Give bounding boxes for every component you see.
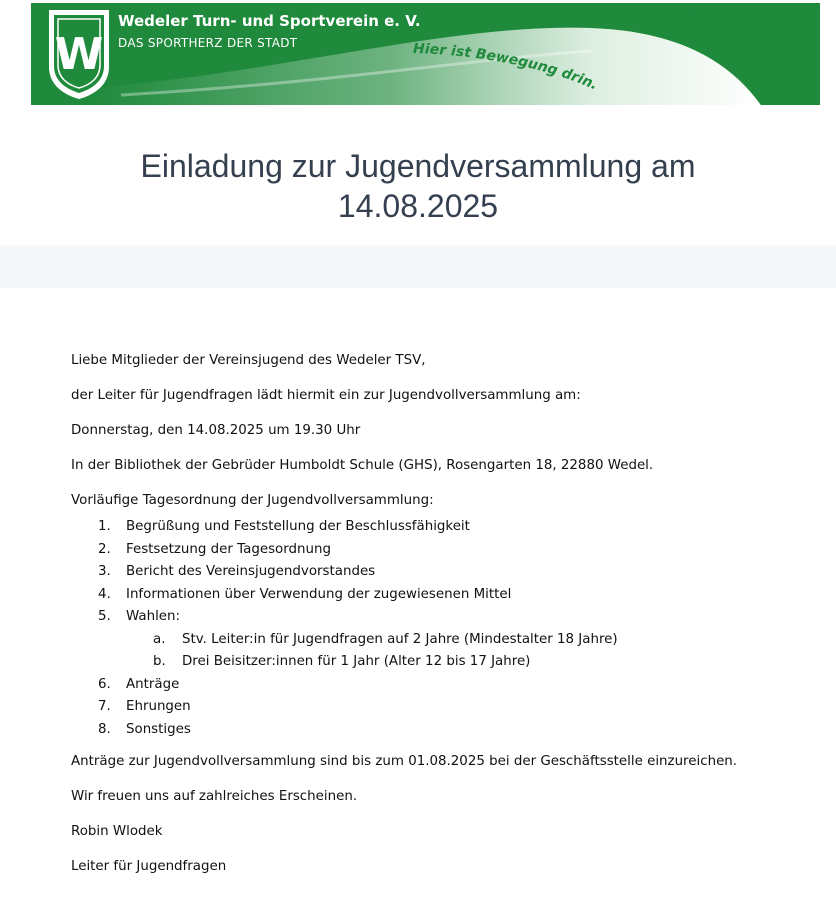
agenda-item [71, 539, 811, 562]
agenda-item [71, 561, 811, 584]
greeting: Liebe Mitglieder der Vereinsjugend des Wedeler TSV, [71, 353, 426, 368]
agenda-intro: Vorläufige Tagesordnung der Jugendvollversammlung: [71, 493, 434, 508]
signature-name: Robin Wlodek [71, 824, 163, 839]
meeting-date: Donnerstag, den 14.08.2025 um 19.30 Uhr [71, 423, 361, 438]
election-letter: b. [153, 654, 166, 669]
agenda-text: Ehrungen [126, 699, 191, 714]
election-letter: a. [153, 631, 166, 647]
agenda-text: Sonstiges [126, 721, 191, 737]
divider-band [0, 245, 836, 288]
signature-role: Leiter für Jugendfragen [71, 859, 227, 874]
agenda-text: Anträge [126, 676, 180, 692]
title-line-2: 14.08.2025 [337, 188, 499, 224]
agenda-num: 6. [98, 676, 111, 692]
slogan-text [413, 41, 600, 94]
agenda-text: Wahlen: [126, 609, 181, 624]
agenda-num: 7. [98, 699, 111, 714]
agenda-item [71, 606, 811, 629]
election-item [71, 651, 811, 674]
agenda-item [71, 516, 811, 539]
election-item [71, 629, 811, 652]
agenda-text: Informationen über Verwendung der zugewiesenen Mittel [126, 586, 512, 602]
crest-letter: W [54, 29, 104, 80]
agenda-text: Begrüßung und Feststellung der Beschlussfähigkeit [126, 519, 470, 534]
election-text: Drei Beisitzer:innen für 1 Jahr (Alter 12 bis 17 Jahre) [182, 654, 531, 669]
club-name: Wedeler Turn- und Sportverein e. V. [118, 12, 421, 30]
agenda-item [71, 584, 811, 607]
club-subtitle: DAS SPORTHERZ DER STADT [118, 36, 298, 50]
invitation-body [71, 352, 811, 893]
elections-sublist [71, 629, 811, 674]
club-banner [31, 3, 820, 105]
agenda-num: 2. [98, 541, 111, 557]
invite-text: der Leiter für Jugendfragen lädt hiermit ein zur Jugendvollversammlung am: [71, 388, 581, 403]
agenda-text: Bericht des Vereinsjugendvorstandes [126, 564, 376, 579]
agenda-num: 4. [98, 586, 111, 602]
election-text: Stv. Leiter:in für Jugendfragen auf 2 Jahre (Mindestalter 18 Jahre) [182, 631, 618, 647]
meeting-location: In der Bibliothek der Gebrüder Humboldt Schule (GHS), Rosengarten 18, 22880 Wedel. [71, 458, 654, 473]
title-line-1: Einladung zur Jugendversammlung am [140, 148, 696, 184]
agenda-num: 5. [98, 609, 111, 624]
closing-text: Wir freuen uns auf zahlreiches Erscheinen. [71, 789, 358, 804]
agenda-num: 3. [98, 564, 111, 579]
agenda-list-continued [71, 674, 811, 742]
page-title [0, 146, 836, 226]
slogan-textpath: Hier ist Bewegung drin. [412, 40, 601, 94]
title-block [0, 146, 836, 226]
agenda-num: 8. [98, 721, 111, 737]
submission-deadline: Anträge zur Jugendvollversammlung sind bis zum 01.08.2025 bei der Geschäftsstelle einzureichen. [71, 754, 738, 769]
agenda-text: Festsetzung der Tagesordnung [126, 541, 331, 557]
agenda-item [71, 696, 811, 719]
agenda-item [71, 674, 811, 697]
agenda-list [71, 516, 811, 629]
agenda-item [71, 719, 811, 742]
slogan-graphic [31, 3, 820, 105]
agenda-num: 1. [98, 519, 111, 534]
